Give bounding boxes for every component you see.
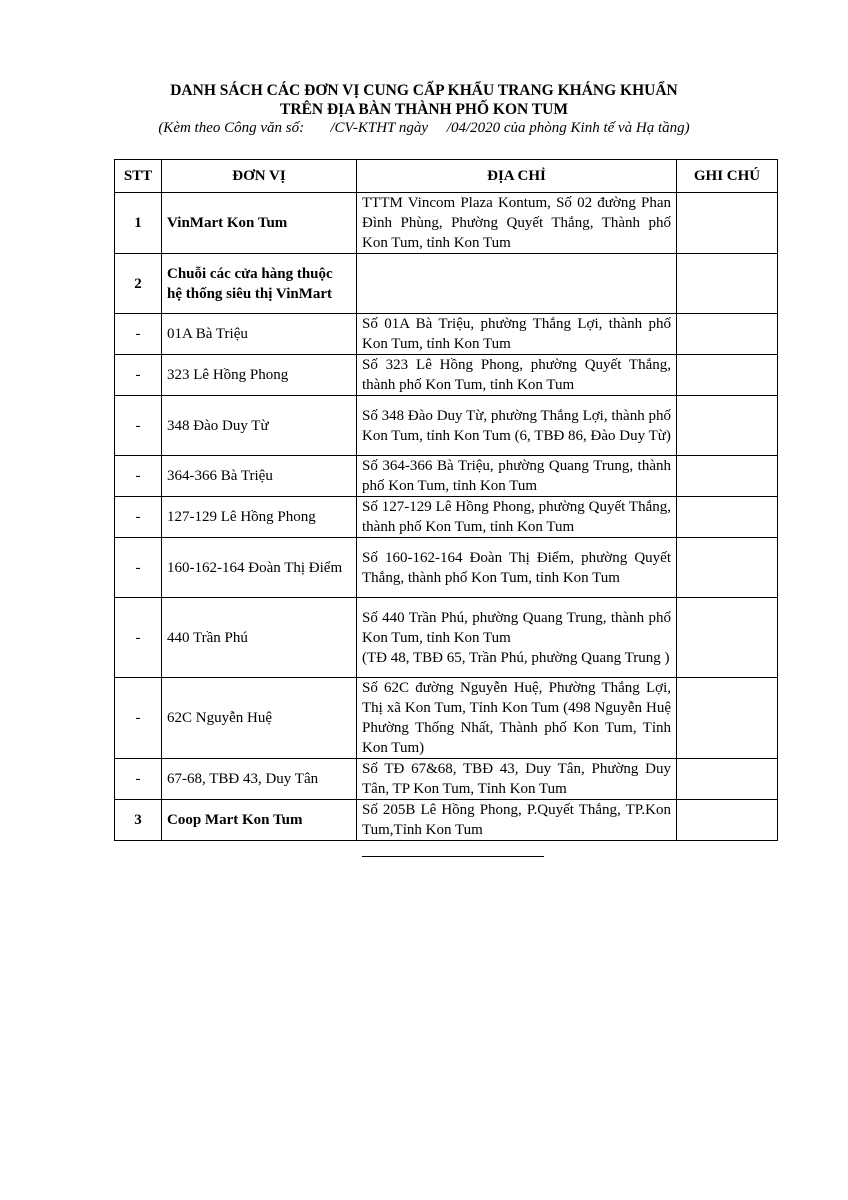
row-note xyxy=(677,254,778,314)
row-unit: Coop Mart Kon Tum xyxy=(162,800,357,841)
row-unit: 364-366 Bà Triệu xyxy=(162,456,357,497)
row-unit: 67-68, TBĐ 43, Duy Tân xyxy=(162,759,357,800)
row-note xyxy=(677,497,778,538)
row-address: Số 127-129 Lê Hồng Phong, phường Quyết Thắng, thành phố Kon Tum, tỉnh Kon Tum xyxy=(357,497,677,538)
row-address: Số 364-366 Bà Triệu, phường Quang Trung, thành phố Kon Tum, tỉnh Kon Tum xyxy=(357,456,677,497)
row-stt: - xyxy=(115,355,162,396)
document-title-line-2: TRÊN ĐỊA BÀN THÀNH PHỐ KON TUM xyxy=(280,101,568,118)
table-row xyxy=(115,254,778,314)
column-header-unit: ĐƠN VỊ xyxy=(162,160,357,193)
row-note xyxy=(677,800,778,841)
row-unit: 01A Bà Triệu xyxy=(162,314,357,355)
row-note xyxy=(677,396,778,456)
row-stt: 1 xyxy=(115,193,162,254)
table-row xyxy=(115,759,778,800)
row-address: Số 323 Lê Hồng Phong, phường Quyết Thắng, thành phố Kon Tum, tỉnh Kon Tum xyxy=(357,355,677,396)
row-unit: Chuỗi các cửa hàng thuộc hệ thống siêu thị VinMart xyxy=(162,254,357,314)
row-note xyxy=(677,538,778,598)
supplier-table xyxy=(114,159,778,841)
row-stt: - xyxy=(115,598,162,678)
row-stt: 2 xyxy=(115,254,162,314)
table-row xyxy=(115,678,778,759)
row-address: Số TĐ 67&68, TBĐ 43, Duy Tân, Phường Duy Tân, TP Kon Tum, Tỉnh Kon Tum xyxy=(357,759,677,800)
row-unit: 127-129 Lê Hồng Phong xyxy=(162,497,357,538)
row-address: Số 440 Trần Phú, phường Quang Trung, thành phố Kon Tum, tỉnh Kon Tum (TĐ 48, TBĐ 65, Trần Phú, phường Quang Trung ) xyxy=(357,598,677,678)
row-unit: VinMart Kon Tum xyxy=(162,193,357,254)
row-stt: - xyxy=(115,759,162,800)
row-note xyxy=(677,193,778,254)
column-header-stt: STT xyxy=(115,160,162,193)
row-address: Số 348 Đào Duy Từ, phường Thắng Lợi, thành phố Kon Tum, tỉnh Kon Tum (6, TBĐ 86, Đào Duy Từ) xyxy=(357,396,677,456)
row-stt: - xyxy=(115,678,162,759)
row-note xyxy=(677,678,778,759)
row-stt: - xyxy=(115,396,162,456)
column-header-address: ĐỊA CHỈ xyxy=(357,160,677,193)
row-note xyxy=(677,456,778,497)
row-stt: 3 xyxy=(115,800,162,841)
row-unit: 440 Trần Phú xyxy=(162,598,357,678)
row-stt: - xyxy=(115,456,162,497)
table-row xyxy=(115,598,778,678)
row-stt: - xyxy=(115,497,162,538)
document-title-line-1: DANH SÁCH CÁC ĐƠN VỊ CUNG CẤP KHẨU TRANG KHÁNG KHUẨN xyxy=(170,82,678,99)
row-address: Số 205B Lê Hồng Phong, P.Quyết Thắng, TP.Kon Tum,Tỉnh Kon Tum xyxy=(357,800,677,841)
row-unit: 62C Nguyễn Huệ xyxy=(162,678,357,759)
row-unit: 323 Lê Hồng Phong xyxy=(162,355,357,396)
table-row xyxy=(115,538,778,598)
row-note xyxy=(677,598,778,678)
table-row xyxy=(115,497,778,538)
row-address: Số 62C đường Nguyễn Huệ, Phường Thắng Lợi, Thị xã Kon Tum, Tỉnh Kon Tum (498 Nguyễn Huệ Phường Thống Nhất, Thành phố Kon Tum, Tỉnh Kon Tum) xyxy=(357,678,677,759)
table-row xyxy=(115,355,778,396)
table-row xyxy=(115,396,778,456)
end-divider xyxy=(362,856,544,857)
row-stt: - xyxy=(115,538,162,598)
table-row xyxy=(115,193,778,254)
row-note xyxy=(677,355,778,396)
row-stt: - xyxy=(115,314,162,355)
row-address: Số 01A Bà Triệu, phường Thắng Lợi, thành phố Kon Tum, tỉnh Kon Tum xyxy=(357,314,677,355)
row-unit: 160-162-164 Đoàn Thị Điểm xyxy=(162,538,357,598)
row-address: Số 160-162-164 Đoàn Thị Điểm, phường Quyết Thắng, thành phố Kon Tum, tỉnh Kon Tum xyxy=(357,538,677,598)
row-note xyxy=(677,314,778,355)
column-header-note: GHI CHÚ xyxy=(677,160,778,193)
table-header-row xyxy=(115,160,778,193)
row-address: TTTM Vincom Plaza Kontum, Số 02 đường Phan Đình Phùng, Phường Quyết Thắng, Thành phố Kon Tum, tỉnh Kon Tum xyxy=(357,193,677,254)
row-unit: 348 Đào Duy Từ xyxy=(162,396,357,456)
document-subtitle: (Kèm theo Công văn số: /CV-KTHT ngày /04/2020 của phòng Kinh tế và Hạ tầng) xyxy=(158,120,690,136)
table-row xyxy=(115,800,778,841)
table-row xyxy=(115,314,778,355)
row-address xyxy=(357,254,677,314)
row-note xyxy=(677,759,778,800)
table-row xyxy=(115,456,778,497)
